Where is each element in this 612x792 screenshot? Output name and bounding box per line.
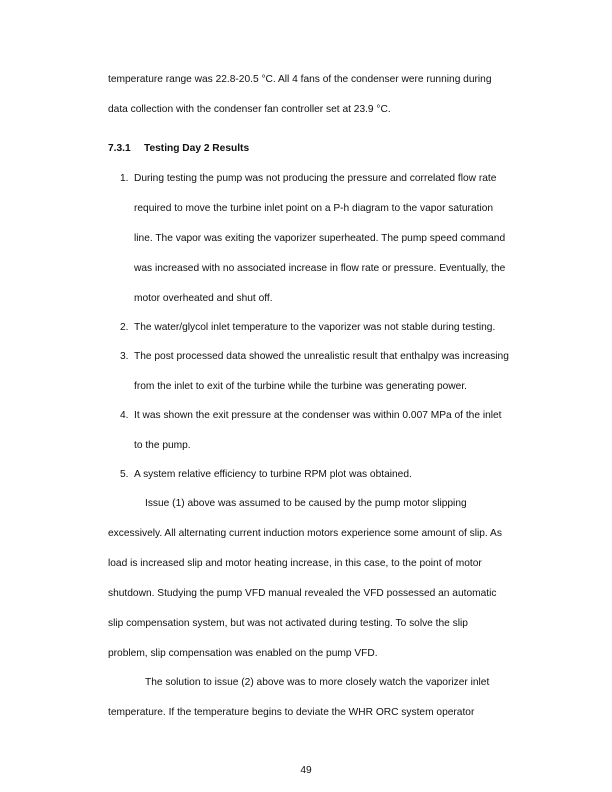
list-item-line: A system relative efficiency to turbine RPM plot was obtained. xyxy=(134,469,412,480)
list-item-line: During testing the pump was not producing the pressure and correlated flow rate xyxy=(134,173,497,184)
list-item-line: from the inlet to exit of the turbine while the turbine was generating power. xyxy=(134,381,467,392)
section-heading xyxy=(108,142,249,155)
paragraph-line: load is increased slip and motor heating increase, in this case, to the point of motor xyxy=(108,558,482,569)
paragraph-line: The solution to issue (2) above was to more closely watch the vaporizer inlet xyxy=(145,677,490,688)
list-marker: 4. xyxy=(120,410,129,421)
list-marker: 2. xyxy=(120,322,129,333)
list-marker: 1. xyxy=(120,173,129,184)
list-item-line: to the pump. xyxy=(134,440,191,451)
section-title: Testing Day 2 Results xyxy=(144,143,250,154)
list-marker: 5. xyxy=(120,469,129,480)
paragraph-line: data collection with the condenser fan controller set at 23.9 °C. xyxy=(108,104,391,115)
paragraph-line: temperature. If the temperature begins to deviate the WHR ORC system operator xyxy=(108,707,475,718)
section-number: 7.3.1 xyxy=(108,143,131,154)
paragraph-line: slip compensation system, but was not activated during testing. To solve the slip xyxy=(108,618,468,629)
list-item-line: The water/glycol inlet temperature to the vaporizer was not stable during testing. xyxy=(134,322,496,333)
list-item-line: line. The vapor was exiting the vaporizer superheated. The pump speed command xyxy=(134,233,506,244)
paragraph-line: problem, slip compensation was enabled on the pump VFD. xyxy=(108,648,378,659)
list-item-line: required to move the turbine inlet point on a P-h diagram to the vapor saturation xyxy=(134,203,494,214)
paragraph-line: Issue (1) above was assumed to be caused by the pump motor slipping xyxy=(145,498,467,509)
list-marker: 3. xyxy=(120,351,129,362)
paragraph-line: shutdown. Studying the pump VFD manual revealed the VFD possessed an automatic xyxy=(108,588,497,599)
list-item-line: It was shown the exit pressure at the condenser was within 0.007 MPa of the inlet xyxy=(134,410,502,421)
list-item-line: was increased with no associated increase in flow rate or pressure. Eventually, the xyxy=(134,263,506,274)
paragraph-line: temperature range was 22.8-20.5 °C. All 4 fans of the condenser were running during xyxy=(108,74,492,85)
paragraph-line: excessively. All alternating current induction motors experience some amount of slip. As xyxy=(108,528,502,539)
list-item-line: The post processed data showed the unrealistic result that enthalpy was increasing xyxy=(134,351,509,362)
page-number: 49 xyxy=(300,765,312,776)
list-item-line: motor overheated and shut off. xyxy=(134,293,273,304)
